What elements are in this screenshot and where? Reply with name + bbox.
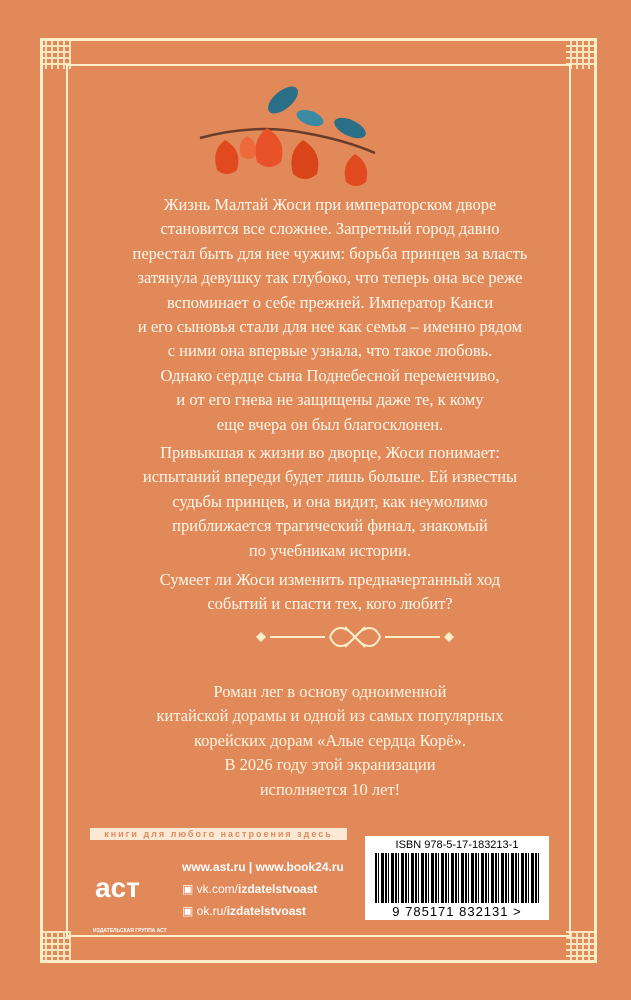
text-line: приближается трагический финал, знакомый bbox=[172, 516, 488, 536]
synopsis-paragraph-1 bbox=[55, 193, 605, 437]
logo-subtitle: ИЗДАТЕЛЬСКАЯ ГРУППА АСТ bbox=[93, 928, 167, 934]
text-line: исполняется 10 лет! bbox=[259, 779, 401, 799]
ok-name: izdatelstvoast bbox=[226, 904, 307, 918]
corner-ornament bbox=[566, 931, 596, 961]
text-line: Роман лег в основу одноименной bbox=[213, 682, 447, 701]
ast-logo bbox=[93, 850, 167, 934]
ok-icon: ▣ bbox=[182, 904, 197, 918]
vk-prefix: vk.com/ bbox=[196, 882, 239, 896]
sites-link[interactable]: www.ast.ru | www.book24.ru bbox=[182, 860, 344, 874]
text-line: по учебникам истории. bbox=[248, 540, 412, 560]
synopsis-paragraph-3 bbox=[55, 568, 605, 617]
text-line: Однако сердце сына Поднебесной переменчиво, bbox=[160, 365, 500, 385]
barcode-digits: 9 785171 832131 > bbox=[389, 904, 524, 919]
isbn-barcode bbox=[365, 836, 549, 920]
physalis-branch-illustration bbox=[195, 78, 385, 198]
isbn-label: ISBN 978-5-17-183213-1 bbox=[395, 839, 519, 851]
text-line: и его сыновья стали для нее как семья – именно рядом bbox=[137, 317, 523, 337]
publisher-footer bbox=[90, 828, 550, 934]
text-line: Привыкшая к жизни во дворце, Жоси понимает: bbox=[160, 443, 500, 462]
text-line: вспоминает о себе прежней. Император Канси bbox=[166, 292, 494, 312]
ok-prefix: ok.ru/ bbox=[196, 904, 227, 918]
text-line: судьбы принцев, и она видит, как неумолимо bbox=[172, 491, 488, 511]
text-line: и от его гнева не защищены даже те, к кому bbox=[176, 390, 484, 410]
barcode-bars bbox=[375, 853, 539, 903]
promo-text bbox=[55, 680, 605, 802]
corner-ornament bbox=[566, 39, 596, 69]
ornamental-divider bbox=[250, 622, 460, 652]
corner-ornament bbox=[41, 931, 71, 961]
vk-icon: ▣ bbox=[182, 882, 197, 896]
text-line: еще вчера он был благосклонен. bbox=[216, 414, 444, 434]
text-line: Жизнь Малтай Жоси при императорском дворе bbox=[163, 195, 497, 214]
ok-link[interactable] bbox=[182, 900, 344, 922]
text-line: испытаний впереди будет лишь больше. Ей известны bbox=[142, 467, 518, 487]
text-line: В 2026 году этой экранизации bbox=[224, 755, 436, 775]
text-line: Сумеет ли Жоси изменить предначертанный ход bbox=[159, 570, 501, 589]
vk-link[interactable] bbox=[182, 878, 344, 900]
text-line: затянула девушку так глубоко, что теперь она все реже bbox=[137, 268, 523, 288]
text-line: становится все сложнее. Запретный город давно bbox=[160, 219, 500, 239]
text-line: корейских дорам «Алые сердца Корё». bbox=[193, 730, 467, 750]
website-links[interactable] bbox=[182, 856, 344, 878]
synopsis-paragraph-2 bbox=[55, 441, 605, 563]
text-line: с ними она впервые узнала, что такое любовь. bbox=[167, 341, 493, 361]
logo-text: аст bbox=[95, 872, 140, 903]
publisher-links bbox=[182, 856, 344, 922]
text-line: событий и спасти тех, кого любит? bbox=[207, 594, 453, 614]
text-line: перестал быть для нее чужим: борьба принцев за власть bbox=[132, 243, 528, 263]
vk-name: izdatelstvoast bbox=[238, 882, 318, 896]
slogan-banner: книги для любого настроения здесь bbox=[90, 828, 347, 840]
corner-ornament bbox=[41, 39, 71, 69]
text-line: китайской дорамы и одной из самых популярных bbox=[156, 706, 504, 726]
